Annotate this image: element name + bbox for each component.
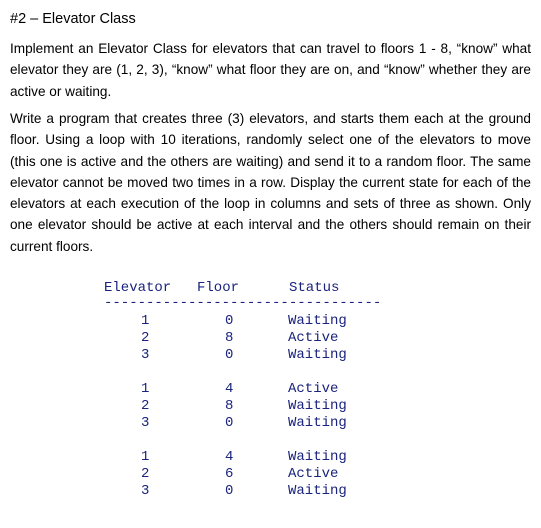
assignment-heading: #2 – Elevator Class (10, 11, 136, 27)
elevator-number: 2 (141, 330, 150, 346)
status-text: Active (288, 466, 339, 482)
program-instructions-paragraph: Write a program that creates three (3) elevators, and starts them each at the ground floor. Using a loop with 10 iterations, randomly select one of the elevators to move (this one is active and the others are waiting) and send it to a random floor. The same elevator cannot be moved two times in a row. Display the current state for each of the elevators at each execution of the loop in columns and sets of three as shown. Only one elevator should be active at each interval and the others should remain on their current floors. (10, 111, 531, 254)
floor-number: 0 (225, 415, 234, 431)
floor-number: 6 (225, 466, 234, 482)
column-header-floor: Floor (197, 280, 240, 296)
column-header-status: Status (289, 280, 340, 296)
floor-number: 0 (225, 313, 234, 329)
elevator-number: 3 (141, 347, 150, 363)
status-text: Waiting (288, 483, 347, 499)
requirements-paragraph: Implement an Elevator Class for elevators that can travel to floors 1 - 8, “know” what elevator they are (1, 2, 3), “know” what floor they are on, and “know” whether they are active or waiting. (10, 41, 531, 99)
status-text: Waiting (288, 313, 347, 329)
column-header-elevator: Elevator (104, 280, 172, 296)
floor-number: 0 (225, 483, 234, 499)
elevator-number: 3 (141, 483, 150, 499)
elevator-number: 1 (141, 313, 150, 329)
status-text: Waiting (288, 415, 347, 431)
elevator-number: 2 (141, 466, 150, 482)
elevator-number: 2 (141, 398, 150, 414)
status-text: Active (288, 330, 339, 346)
status-text: Waiting (288, 347, 347, 363)
elevator-number: 1 (141, 381, 150, 397)
status-text: Waiting (288, 398, 347, 414)
elevator-number: 3 (141, 415, 150, 431)
status-text: Active (288, 381, 339, 397)
elevator-number: 1 (141, 449, 150, 465)
header-separator: --------------------------------- (104, 295, 382, 311)
status-text: Waiting (288, 449, 347, 465)
floor-number: 8 (225, 330, 234, 346)
floor-number: 8 (225, 398, 234, 414)
floor-number: 0 (225, 347, 234, 363)
floor-number: 4 (225, 449, 234, 465)
floor-number: 4 (225, 381, 234, 397)
